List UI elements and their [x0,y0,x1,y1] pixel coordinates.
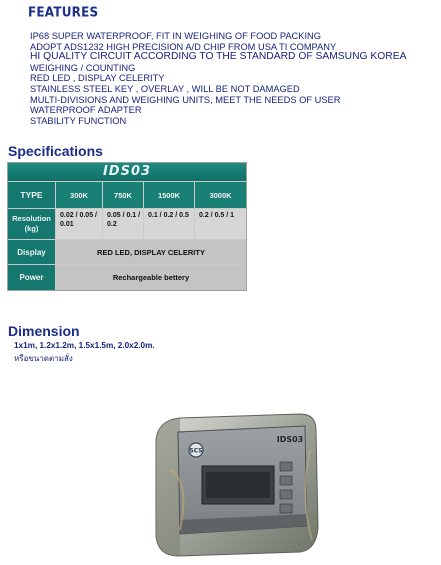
feature-item: STABILITY FUNCTION [30,115,127,126]
feature-item: MULTI-DIVISIONS AND WEIGHING UNITS, MEET THE NEEDS OF USER [30,94,341,105]
dimension-sizes: 1x1m, 1.2x1.2m, 1.5x1.5m, 2.0x2.0m. [14,341,155,350]
specifications-table [7,162,247,291]
display-label: Display [8,240,55,264]
capacity-750k: 750K [103,182,143,208]
capacity-3000k: 3000K [195,182,246,208]
indicator-device-image [150,410,320,565]
feature-item: WEIGHING / COUNTING [30,62,136,73]
resolution-3000k: 0.2 / 0.5 / 1 [195,209,246,239]
feature-item: STAINLESS STEEL KEY , OVERLAY , WILL BE NOT DAMAGED [30,83,300,94]
features-list [30,31,406,126]
display-value: RED LED, DISPLAY CELERITY [56,240,246,264]
resolution-label: Resolution (kg) [8,209,55,239]
device-model-label: IDS03 [276,435,304,444]
brand-logo: SCS [189,447,203,455]
feature-item: RED LED , DISPLAY CELERITY [30,73,165,84]
feature-item: IP68 SUPER WATERPROOF, FIT IN WEIGHING OF FOOD PACKING [30,31,321,41]
feature-item: ADOPT ADS1232 HIGH PRECISION A/D CHIP FROM USA TI COMPANY [30,41,337,52]
capacity-1500k: 1500K [144,182,194,208]
model-header: IDS03 [8,163,246,181]
feature-item: HI QUALITY CIRCUIT ACCORDING TO THE STANDARD OF SAMSUNG KOREA [30,51,407,63]
power-label: Power [8,265,55,290]
resolution-750k: 0.05 / 0.1 / 0.2 [103,209,143,239]
capacity-300k: 300K [56,182,102,208]
resolution-300k: 0.02 / 0.05 / 0.01 [56,209,102,239]
specifications-title: Specifications [8,143,103,159]
dimension-note: หรือขนาดตามสั่ง [14,354,73,363]
feature-item: WATERPROOF ADAPTER [30,105,142,116]
resolution-1500k: 0.1 / 0.2 / 0.5 [144,209,194,239]
type-label: TYPE [8,182,55,208]
features-title: FEATURES [28,4,99,20]
power-value: Rechargeable bettery [56,265,246,290]
dimension-title: Dimension [8,323,80,339]
